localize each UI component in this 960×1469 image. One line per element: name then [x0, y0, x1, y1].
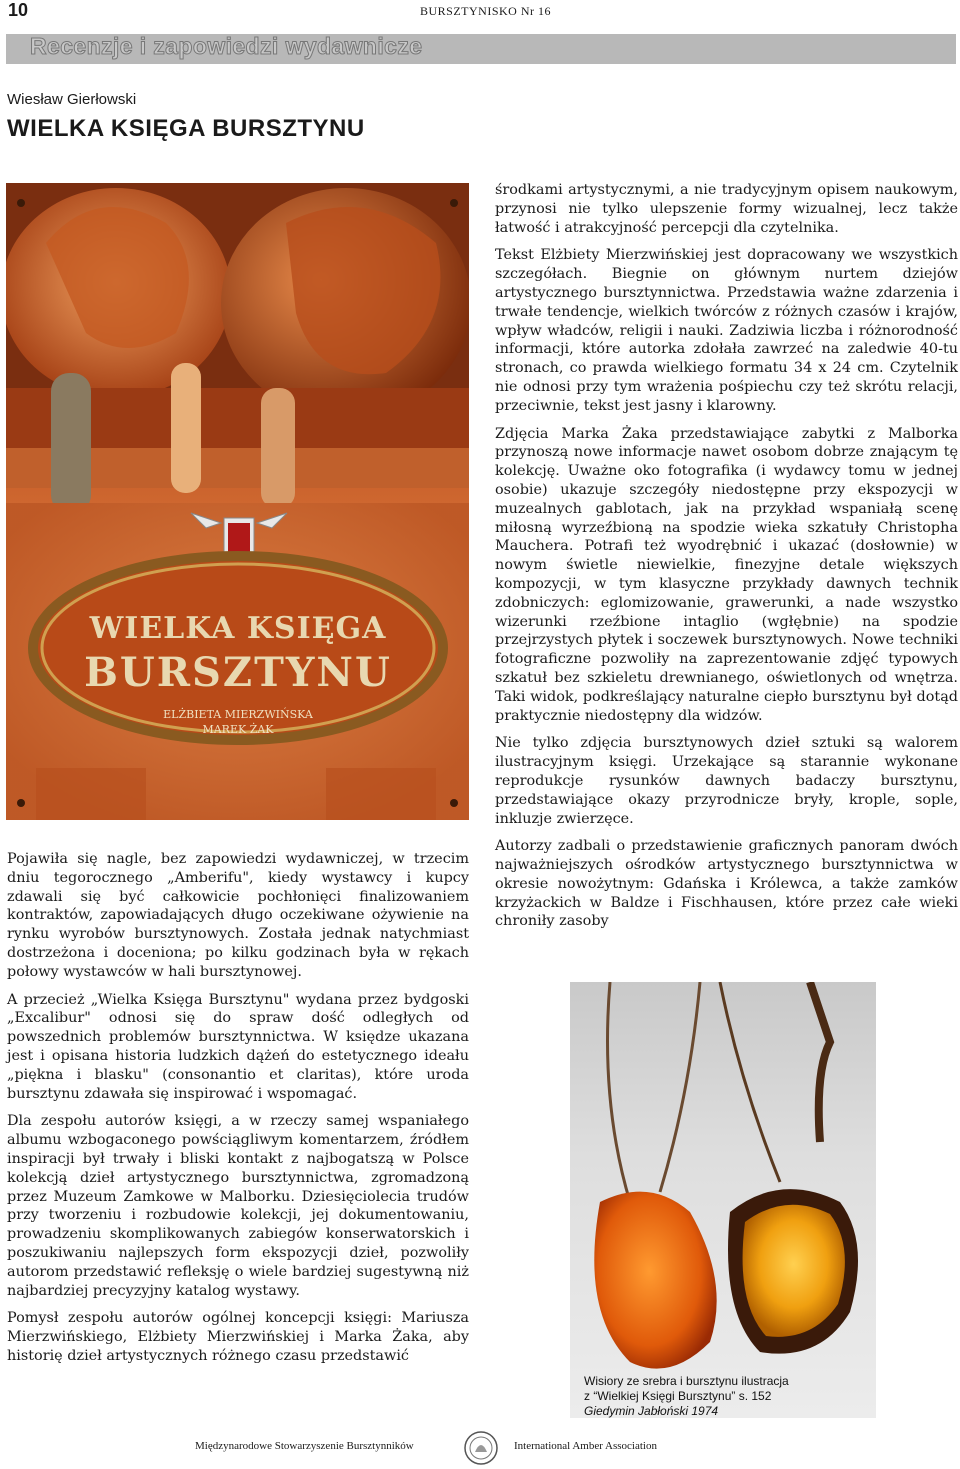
- caption-line: z “Wielkiej Księgi Bursztynu” s. 152: [584, 1389, 772, 1403]
- paragraph: Zdjęcia Marka Żaka przedstawiające zabytki z Malborka przynoszą nowe informacje nawet osobom dobrze znającym tę kolekcję. Uważne oko fotografika (i wydawcy tomu w jednej osobie) ukazuje szczegóły niedostępne przy ekspozycji w muzealnych gablotach, jak na przykład wspaniałą scenę miłosną wyrzeźbioną na spodzie wieka szkatuły Christopha Mauchera. Potrafi też wyodrębnić i ukazać (dosłownie) w nowym świetle niewielkie, finezyjne detale większych kompozycji, w tym klasyczne przykłady dawnych technik zdobniczych: eglomizowanie, grawerunki, a nade wszystko wizerunki rzeźbione intaglio (wgłębnie) na spodzie przejrzystych płytek i soczewek bursztynowych. Nowe techniki fotograficzne pozwoliły na zaprezentowanie zdjęć typowych szkatuł bez szkieletu drewnianego, oświetlonych od wnętrza. Taki widok, podkreślający naturalne ciepło bursztynu był dotąd praktycznie niedostępny dla widzów.: [495, 425, 958, 724]
- paragraph: Nie tylko zdjęcia bursztynowych dzieł sztuki są walorem ilustracyjnym księgi. Urzekające są starannie wykonane reprodukcje rysunków dawnych badaczy bursztynu, przedstawiające okazy przyrodnicze bryły, krople, sople, inkluzje zwierzęce.: [495, 735, 958, 827]
- footer-right: International Amber Association: [514, 1440, 657, 1452]
- page-number: 10: [8, 0, 29, 20]
- caption-credit: Giedymin Jabłoński 1974: [584, 1404, 719, 1418]
- paragraph: Pojawiła się nagle, bez zapowiedzi wydawniczej, w trzecim dniu tegorocznego „Amberifu", kiedy wystawcy i kupcy zdawali się być całkowicie pochłonięci finalizowaniem kontraktów, zapowiadających długo oczekiwane ożywienie na rynku wyrobów bursztynowych. Została jednak natychmiast dostrzeżona i doceniona; po kilku godzinach była w rękach połowy wystawców w hali bursztynowej.: [7, 851, 469, 980]
- cover-title-line1: WIELKA KSIĘGA: [89, 611, 387, 646]
- running-title: BURSZTYNISKO Nr 16: [420, 4, 552, 18]
- article-author: Wiesław Gierłowski: [7, 91, 137, 108]
- paragraph: środkami artystycznymi, a nie tradycyjnym opisem naukowym, przynosi nie tylko ulepszenie formy wizualnej, lecz także łatwość i atrakcyjność percepcji dla czytelnika.: [495, 182, 958, 236]
- pendants-photo: [570, 982, 876, 1418]
- paragraph: A przecież „Wielka Księga Bursztynu" wydana przez bydgoski „Excalibur" odnosi się do spraw dość odległych od powszednich problemów bursztynnictwa. W księdze ukazana jest i opisana historia ludzkich dążeń do estetycznego ideału „piękna i blasku" (consonantio et claritas), które uroda bursztynu zdawała się inspirować i wspomagać.: [7, 991, 469, 1102]
- book-cover-image: [6, 183, 469, 820]
- association-logo-icon: [463, 1430, 499, 1466]
- footer-left: Międzynarodowe Stowarzyszenie Bursztynników: [195, 1440, 414, 1452]
- section-title: Recenzje i zapowiedzi wydawnicze: [30, 33, 423, 59]
- paragraph: Dla zespołu autorów księgi, a w rzeczy samej wspaniałego albumu wzbogaconego powściągliwym komentarzem, źródłem inspiracji był trwały i bliski kontakt z najbogatszą w Polsce kolekcją dzieł artystycznego bursztynnictwa, zgromadzoną przez Muzeum Zamkowe w Malborku. Dziesięciolecia trudów przy tworzeniu i rozbudowie kolekcji, jej dokumentowaniu, prowadzeniu skomplikowanych zabiegów konserwatorskich i poszukiwaniu najlepszych form ekspozycji dzieł, pozwoliły autorom przedstawić refleksję o wiele bardziej sugestywną niż najbardziej precyzyjny katalog wystawy.: [7, 1113, 469, 1299]
- article-title: WIELKA KSIĘGA BURSZTYNU: [7, 115, 365, 142]
- paragraph: Tekst Elżbiety Mierzwińskiej jest dopracowany we wszystkich szczegółach. Biegnie on głównym nurtem dziejów artystycznego bursztynnictwa. Przedstawia ważne zdarzenia i trwałe tendencje, wielkich twórców z różnych czasów i krajów, wpływ władców, religii i nauki. Zadziwia liczba i różnorodność informacji, które autorka zdołała zawrzeć na zaledwie 40-tu stronach, co prawda wielkiego formatu 34 x 24 cm. Czytelnik nie odnosi przy tym wrażenia pośpiechu czy też skrótu relacji, przeciwnie, tekst jest jasny i klarowny.: [495, 247, 958, 414]
- right-column: [495, 181, 958, 940]
- paragraph: Pomysł zespołu autorów ogólnej koncepcji księgi: Mariusza Mierzwińskiego, Elżbiety Mierzwińskiej i Marka Żaka, aby historię dzieł artystycznych różnego czasu przedstawić: [7, 1310, 469, 1364]
- cover-author2: MAREK ŻAK: [202, 723, 274, 736]
- left-column: [7, 850, 469, 1375]
- paragraph: Autorzy zadbali o przedstawienie graficznych panoram dwóch najważniejszych ośrodków artystycznego bursztynnictwa w okresie nowożytnym: Gdańska i Królewca, a także zamków krzyżackich w Baldze i Fischhausen, które przez całe wieki chroniły zasoby: [495, 838, 958, 930]
- caption-line: Wisiory ze srebra i bursztynu ilustracja: [584, 1374, 789, 1388]
- cover-author1: ELŻBIETA MIERZWIŃSKA: [163, 708, 313, 721]
- photo-caption: [584, 1374, 789, 1418]
- cover-title-line2: BURSZTYNU: [84, 649, 392, 696]
